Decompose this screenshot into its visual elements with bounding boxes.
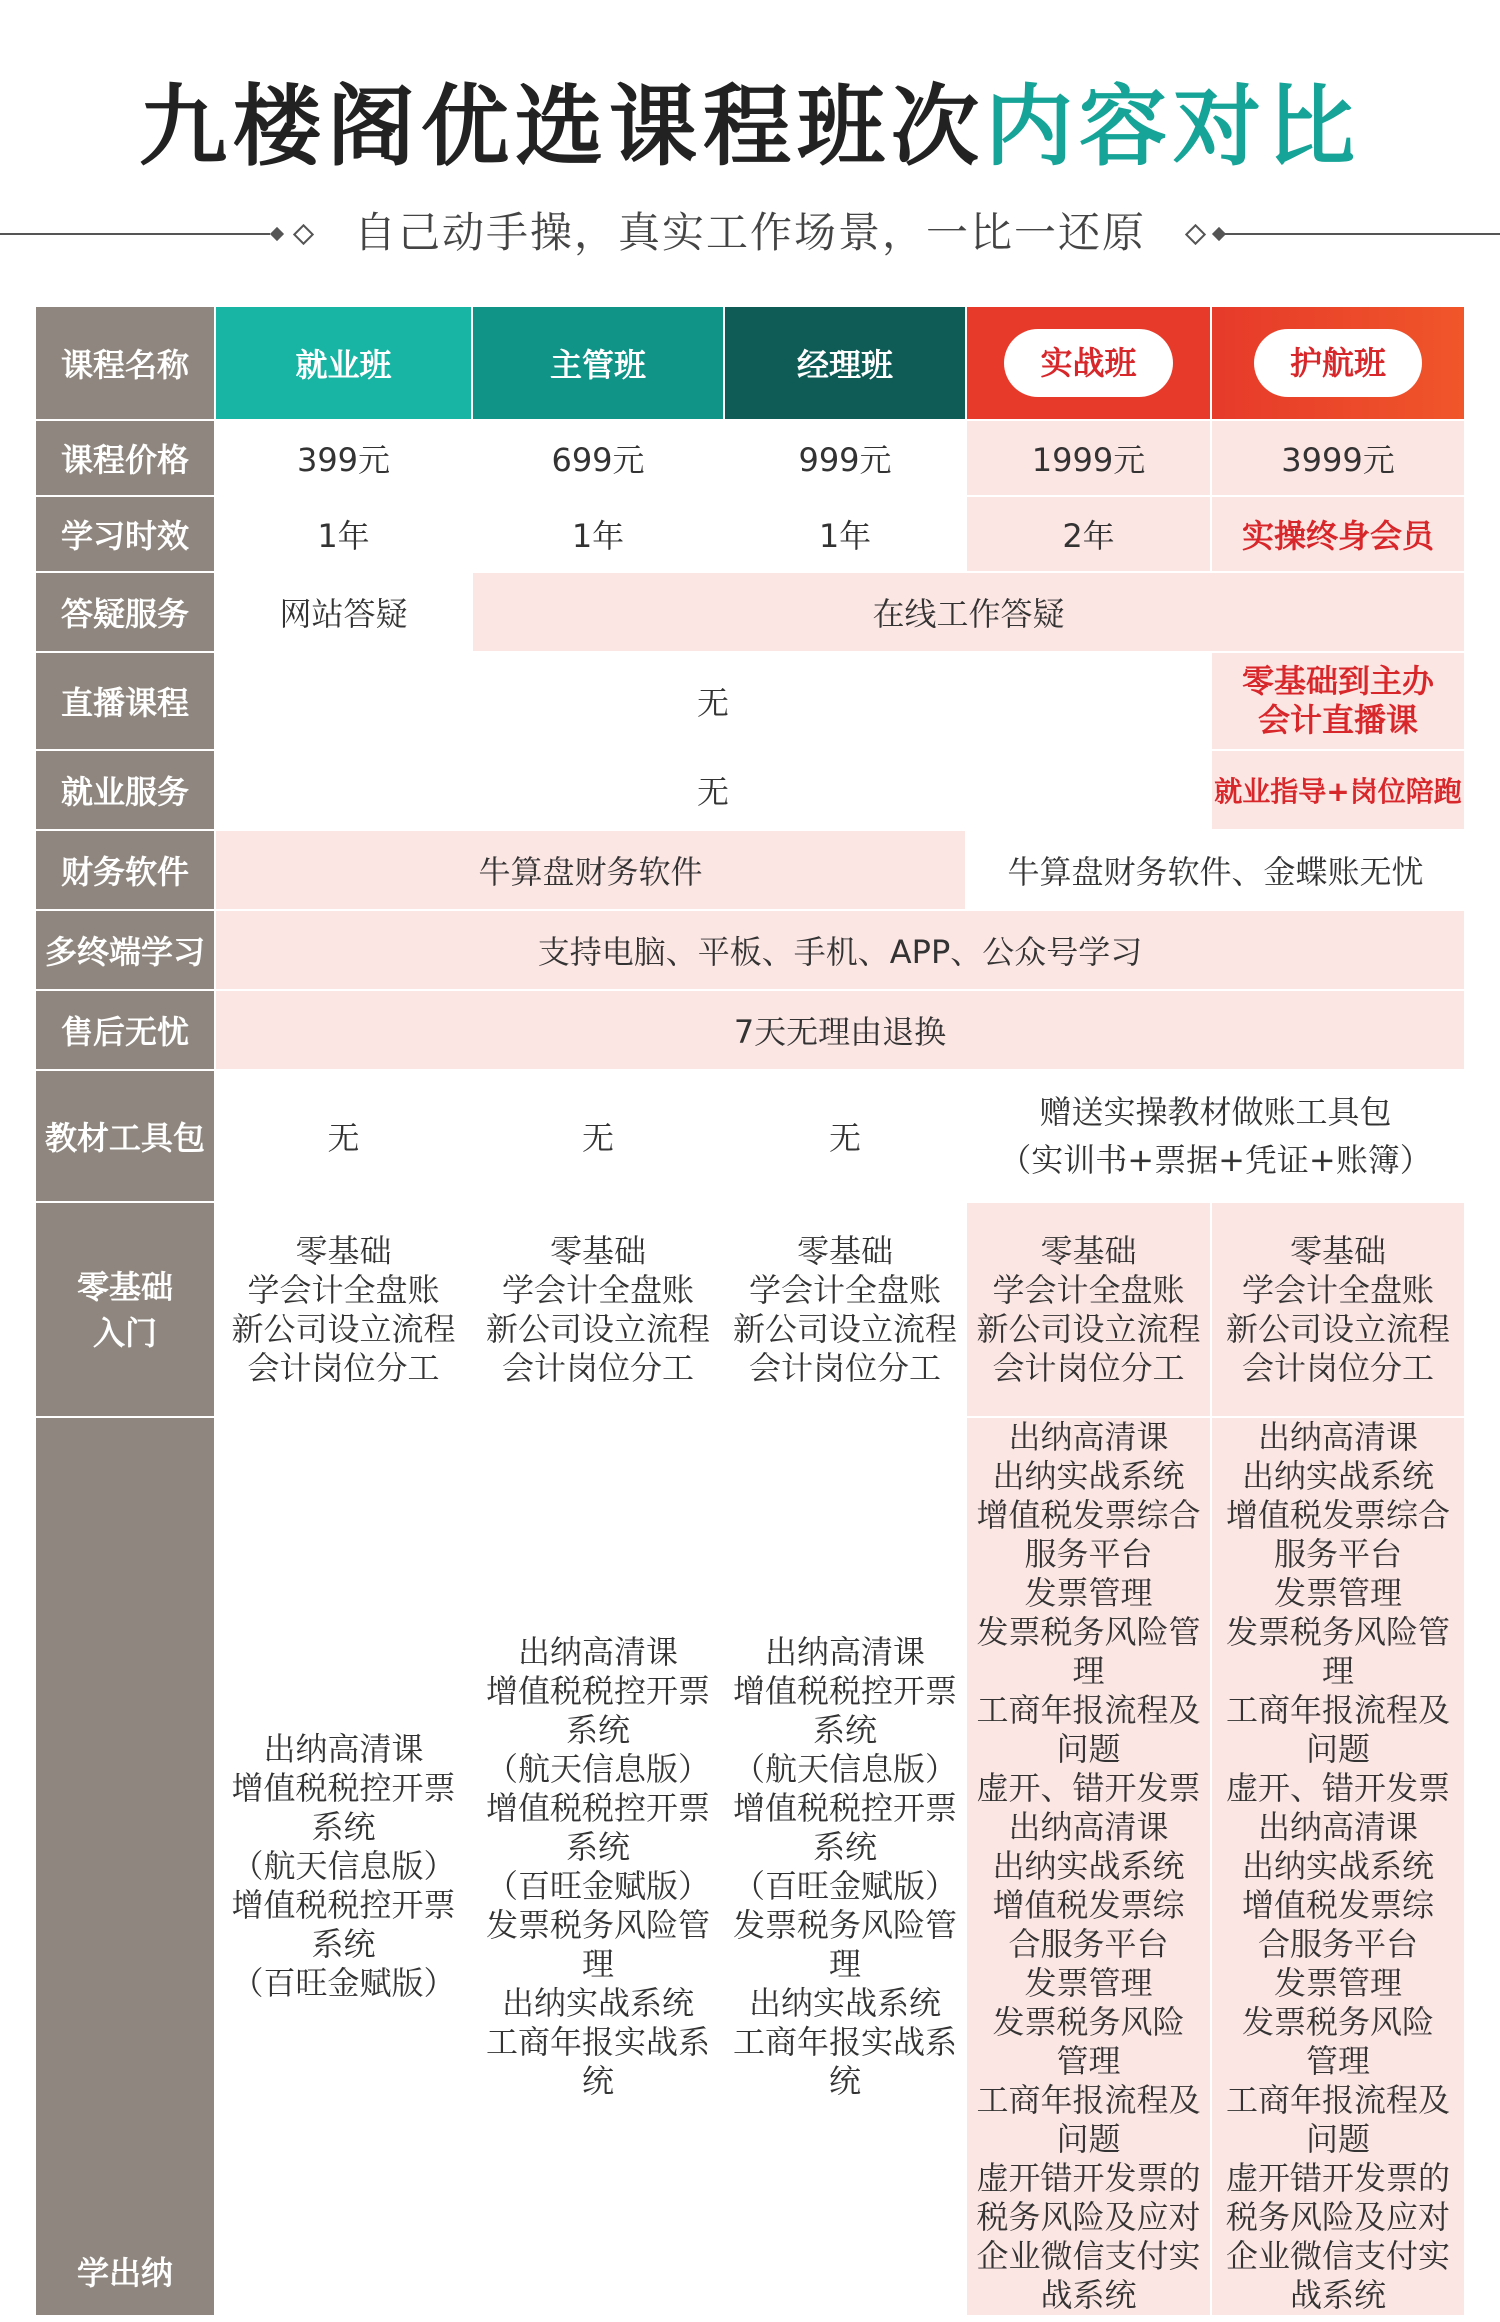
col-practical [966, 306, 1211, 420]
table-cell: 零基础 学会计全盘账 新公司设立流程 会计岗位分工 [215, 1202, 472, 1417]
table-cell: 1年 [215, 496, 472, 572]
table-cell: 零基础 学会计全盘账 新公司设立流程 会计岗位分工 [1211, 1202, 1465, 1417]
table-cell: 就业指导+岗位陪跑 [1211, 750, 1465, 830]
row-label: 售后无忧 [35, 990, 215, 1070]
table-cell: 出纳高清课 出纳实战系统 增值税发票综合 服务平台 发票管理 发票税务风险管理 工商年报流程及 问题 虚开、错开发票 出纳高清课 出纳实战系统 增值税发票综 合服务平台 发票管理 发票税务风险 管理 工商年报流程及 问题 虚开错开发票的 税务风险及应对 企业微信支付实 战系统 [1211, 1417, 1465, 2316]
table-cell: 3999元 [1211, 420, 1465, 496]
table-row-software [35, 830, 1465, 910]
divider-left [0, 233, 270, 235]
table-row-price [35, 420, 1465, 496]
table-cell: 赠送实操教材做账工具包 （实训书+票据+凭证+账簿） [966, 1070, 1465, 1202]
table-cell: 出纳高清课 增值税税控开票 系统 （航天信息版） 增值税税控开票 系统 （百旺金赋版） 发票税务风险管理 出纳实战系统 工商年报实战系统 [724, 1417, 966, 2316]
col-escort [1211, 306, 1465, 420]
table-row-cashier [35, 1417, 1465, 2316]
table-row-multi [35, 910, 1465, 990]
table-cell: 零基础到主办 会计直播课 [1211, 652, 1465, 750]
escort-pill: 护航班 [1254, 329, 1422, 397]
table-cell: 零基础 学会计全盘账 新公司设立流程 会计岗位分工 [472, 1202, 724, 1417]
table-cell: 2年 [966, 496, 1211, 572]
table-cell: 出纳高清课 出纳实战系统 增值税发票综合 服务平台 发票管理 发票税务风险管理 工商年报流程及 问题 虚开、错开发票 出纳高清课 出纳实战系统 增值税发票综 合服务平台 发票管理 发票税务风险 管理 工商年报流程及 问题 虚开错开发票的 税务风险及应对 企业微信支付实 战系统 [966, 1417, 1211, 2316]
col-manager: 经理班 [724, 306, 966, 420]
table-cell: 牛算盘财务软件 [215, 830, 966, 910]
table-cell: 牛算盘财务软件、金蝶账无忧 [966, 830, 1465, 910]
table-cell: 零基础 学会计全盘账 新公司设立流程 会计岗位分工 [966, 1202, 1211, 1417]
table-cell: 1999元 [966, 420, 1211, 496]
page-title [0, 72, 1500, 182]
table-cell: 1年 [472, 496, 724, 572]
row-label: 学出纳 [35, 1417, 215, 2316]
table-cell: 支持电脑、平板、手机、APP、公众号学习 [215, 910, 1465, 990]
row-label: 零基础 入门 [35, 1202, 215, 1417]
table-cell: 1年 [724, 496, 966, 572]
table-cell: 网站答疑 [215, 572, 472, 652]
diamond-solid-icon [1212, 227, 1226, 241]
table-row-aftersale [35, 990, 1465, 1070]
col-supervisor: 主管班 [472, 306, 724, 420]
row-label: 课程名称 [35, 306, 215, 420]
row-label: 多终端学习 [35, 910, 215, 990]
row-label: 学习时效 [35, 496, 215, 572]
table-cell: 零基础 学会计全盘账 新公司设立流程 会计岗位分工 [724, 1202, 966, 1417]
diamond-outline-icon [293, 224, 314, 245]
table-cell: 699元 [472, 420, 724, 496]
row-label: 直播课程 [35, 652, 215, 750]
table-cell: 399元 [215, 420, 472, 496]
table-cell: 无 [724, 1070, 966, 1202]
col-employment: 就业班 [215, 306, 472, 420]
table-cell: 无 [215, 652, 1211, 750]
row-label: 就业服务 [35, 750, 215, 830]
table-row-qa [35, 572, 1465, 652]
divider-right [1225, 233, 1500, 235]
title-accent: 内容对比 [985, 75, 1362, 178]
row-label: 教材工具包 [35, 1070, 215, 1202]
practical-pill: 实战班 [1004, 329, 1172, 397]
title-main: 九楼阁优选课程班次 [138, 75, 985, 178]
row-label: 课程价格 [35, 420, 215, 496]
row-label: 财务软件 [35, 830, 215, 910]
comparison-table [34, 305, 1466, 2317]
table-cell: 无 [215, 1070, 472, 1202]
table-row-live [35, 652, 1465, 750]
diamond-solid-icon [270, 227, 284, 241]
subtitle-text: 自己动手操，真实工作场景，一比一还原 [353, 208, 1146, 257]
table-cell: 出纳高清课 增值税税控开票 系统 （航天信息版） 增值税税控开票 系统 （百旺金赋版） 发票税务风险管理 出纳实战系统 工商年报实战系统 [472, 1417, 724, 2316]
row-label: 答疑服务 [35, 572, 215, 652]
table-cell: 出纳高清课 增值税税控开票 系统 （航天信息版） 增值税税控开票 系统 （百旺金赋版） [215, 1417, 472, 2316]
table-row-header [35, 306, 1465, 420]
table-cell: 实操终身会员 [1211, 496, 1465, 572]
diamond-outline-icon [1185, 224, 1206, 245]
table-cell: 7天无理由退换 [215, 990, 1465, 1070]
table-cell: 无 [472, 1070, 724, 1202]
table-cell: 无 [215, 750, 1211, 830]
table-cell: 999元 [724, 420, 966, 496]
table-row-kit [35, 1070, 1465, 1202]
table-row-job [35, 750, 1465, 830]
subtitle-bar [0, 200, 1500, 260]
table-row-basics [35, 1202, 1465, 1417]
table-cell: 在线工作答疑 [472, 572, 1465, 652]
table-row-duration [35, 496, 1465, 572]
